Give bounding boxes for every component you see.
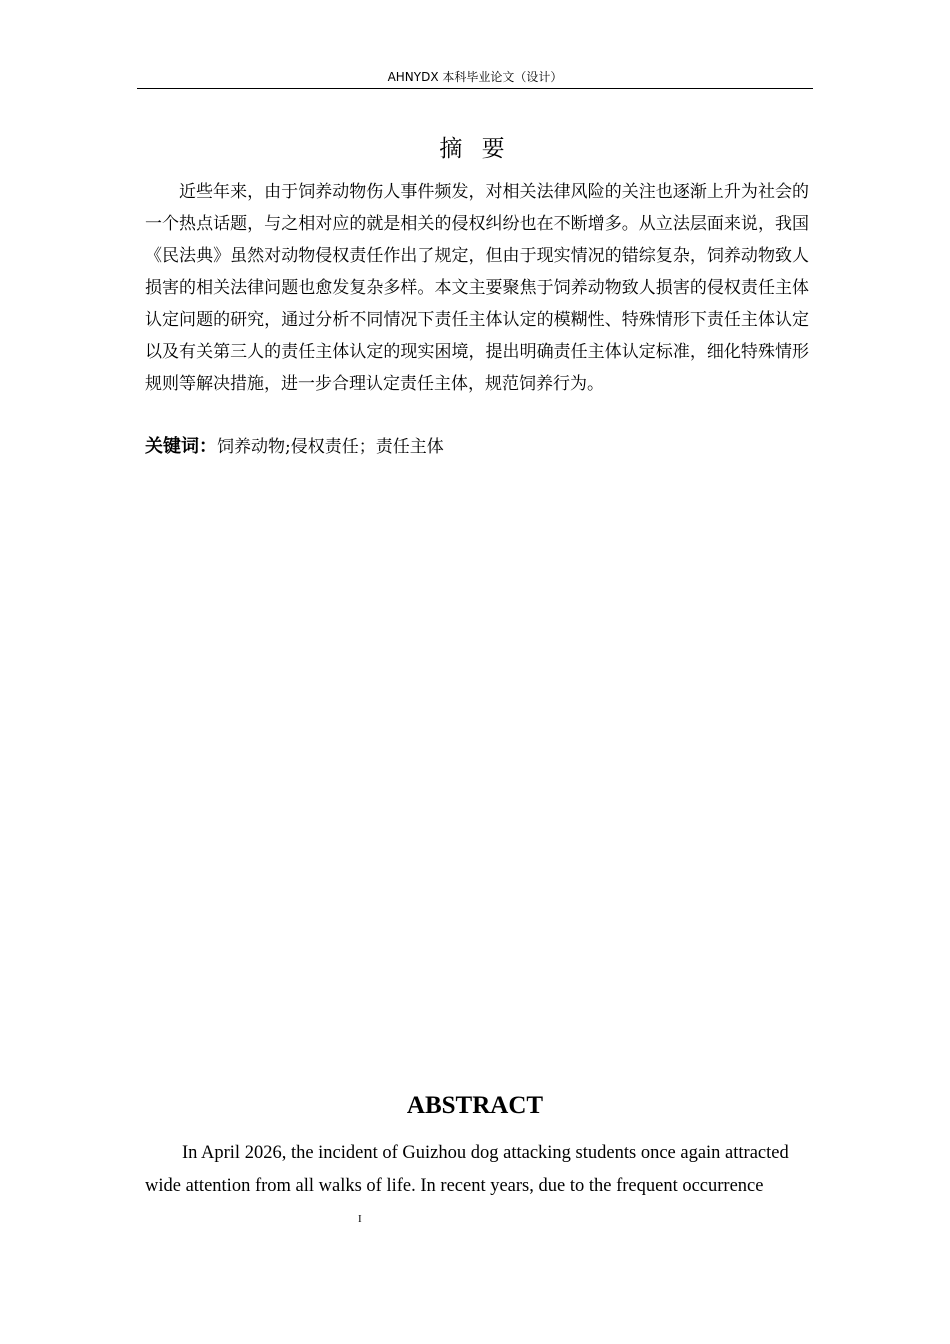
english-abstract-title: ABSTRACT xyxy=(406,1092,544,1119)
chinese-abstract-body: 近些年来，由于饲养动物伤人事件频发，对相关法律风险的关注也逐渐上升为社会的一个热点话题，与之相对应的就是相关的侵权纠纷也在不断增多。从立法层面来说，我国《民法典》虽然对动物侵权责任作出了规定，但由于现实情况的错综复杂，饲养动物致人损害的相关法律问题也愈发复杂多样。本文主要聚焦于饲养动物致人损害的侵权责任主体认定问题的研究，通过分析不同情况下责任主体认定的模糊性、特殊情形下责任主体认定以及有关第三人的责任主体认定的现实困境，提出明确责任主体认定标准，细化特殊情形规则等解决措施，进一步合理认定责任主体，规范饲养行为。 xyxy=(145,182,809,394)
keywords-line xyxy=(145,433,809,461)
keywords-text: 饲养动物;侵权责任；责任主体 xyxy=(217,437,444,457)
chinese-abstract-title: 摘 要 xyxy=(439,136,511,162)
english-abstract-body: In April 2026, the incident of Guizhou dog attacking students once again attracted wide attention from all walks of life. In recent years, due to the frequent occurrence xyxy=(145,1143,789,1196)
page-number: I xyxy=(358,1213,362,1225)
header-rule xyxy=(137,88,813,89)
running-header: AHNYDX 本科毕业论文（设计） xyxy=(387,70,563,84)
keywords-label: 关键词： xyxy=(145,436,217,457)
